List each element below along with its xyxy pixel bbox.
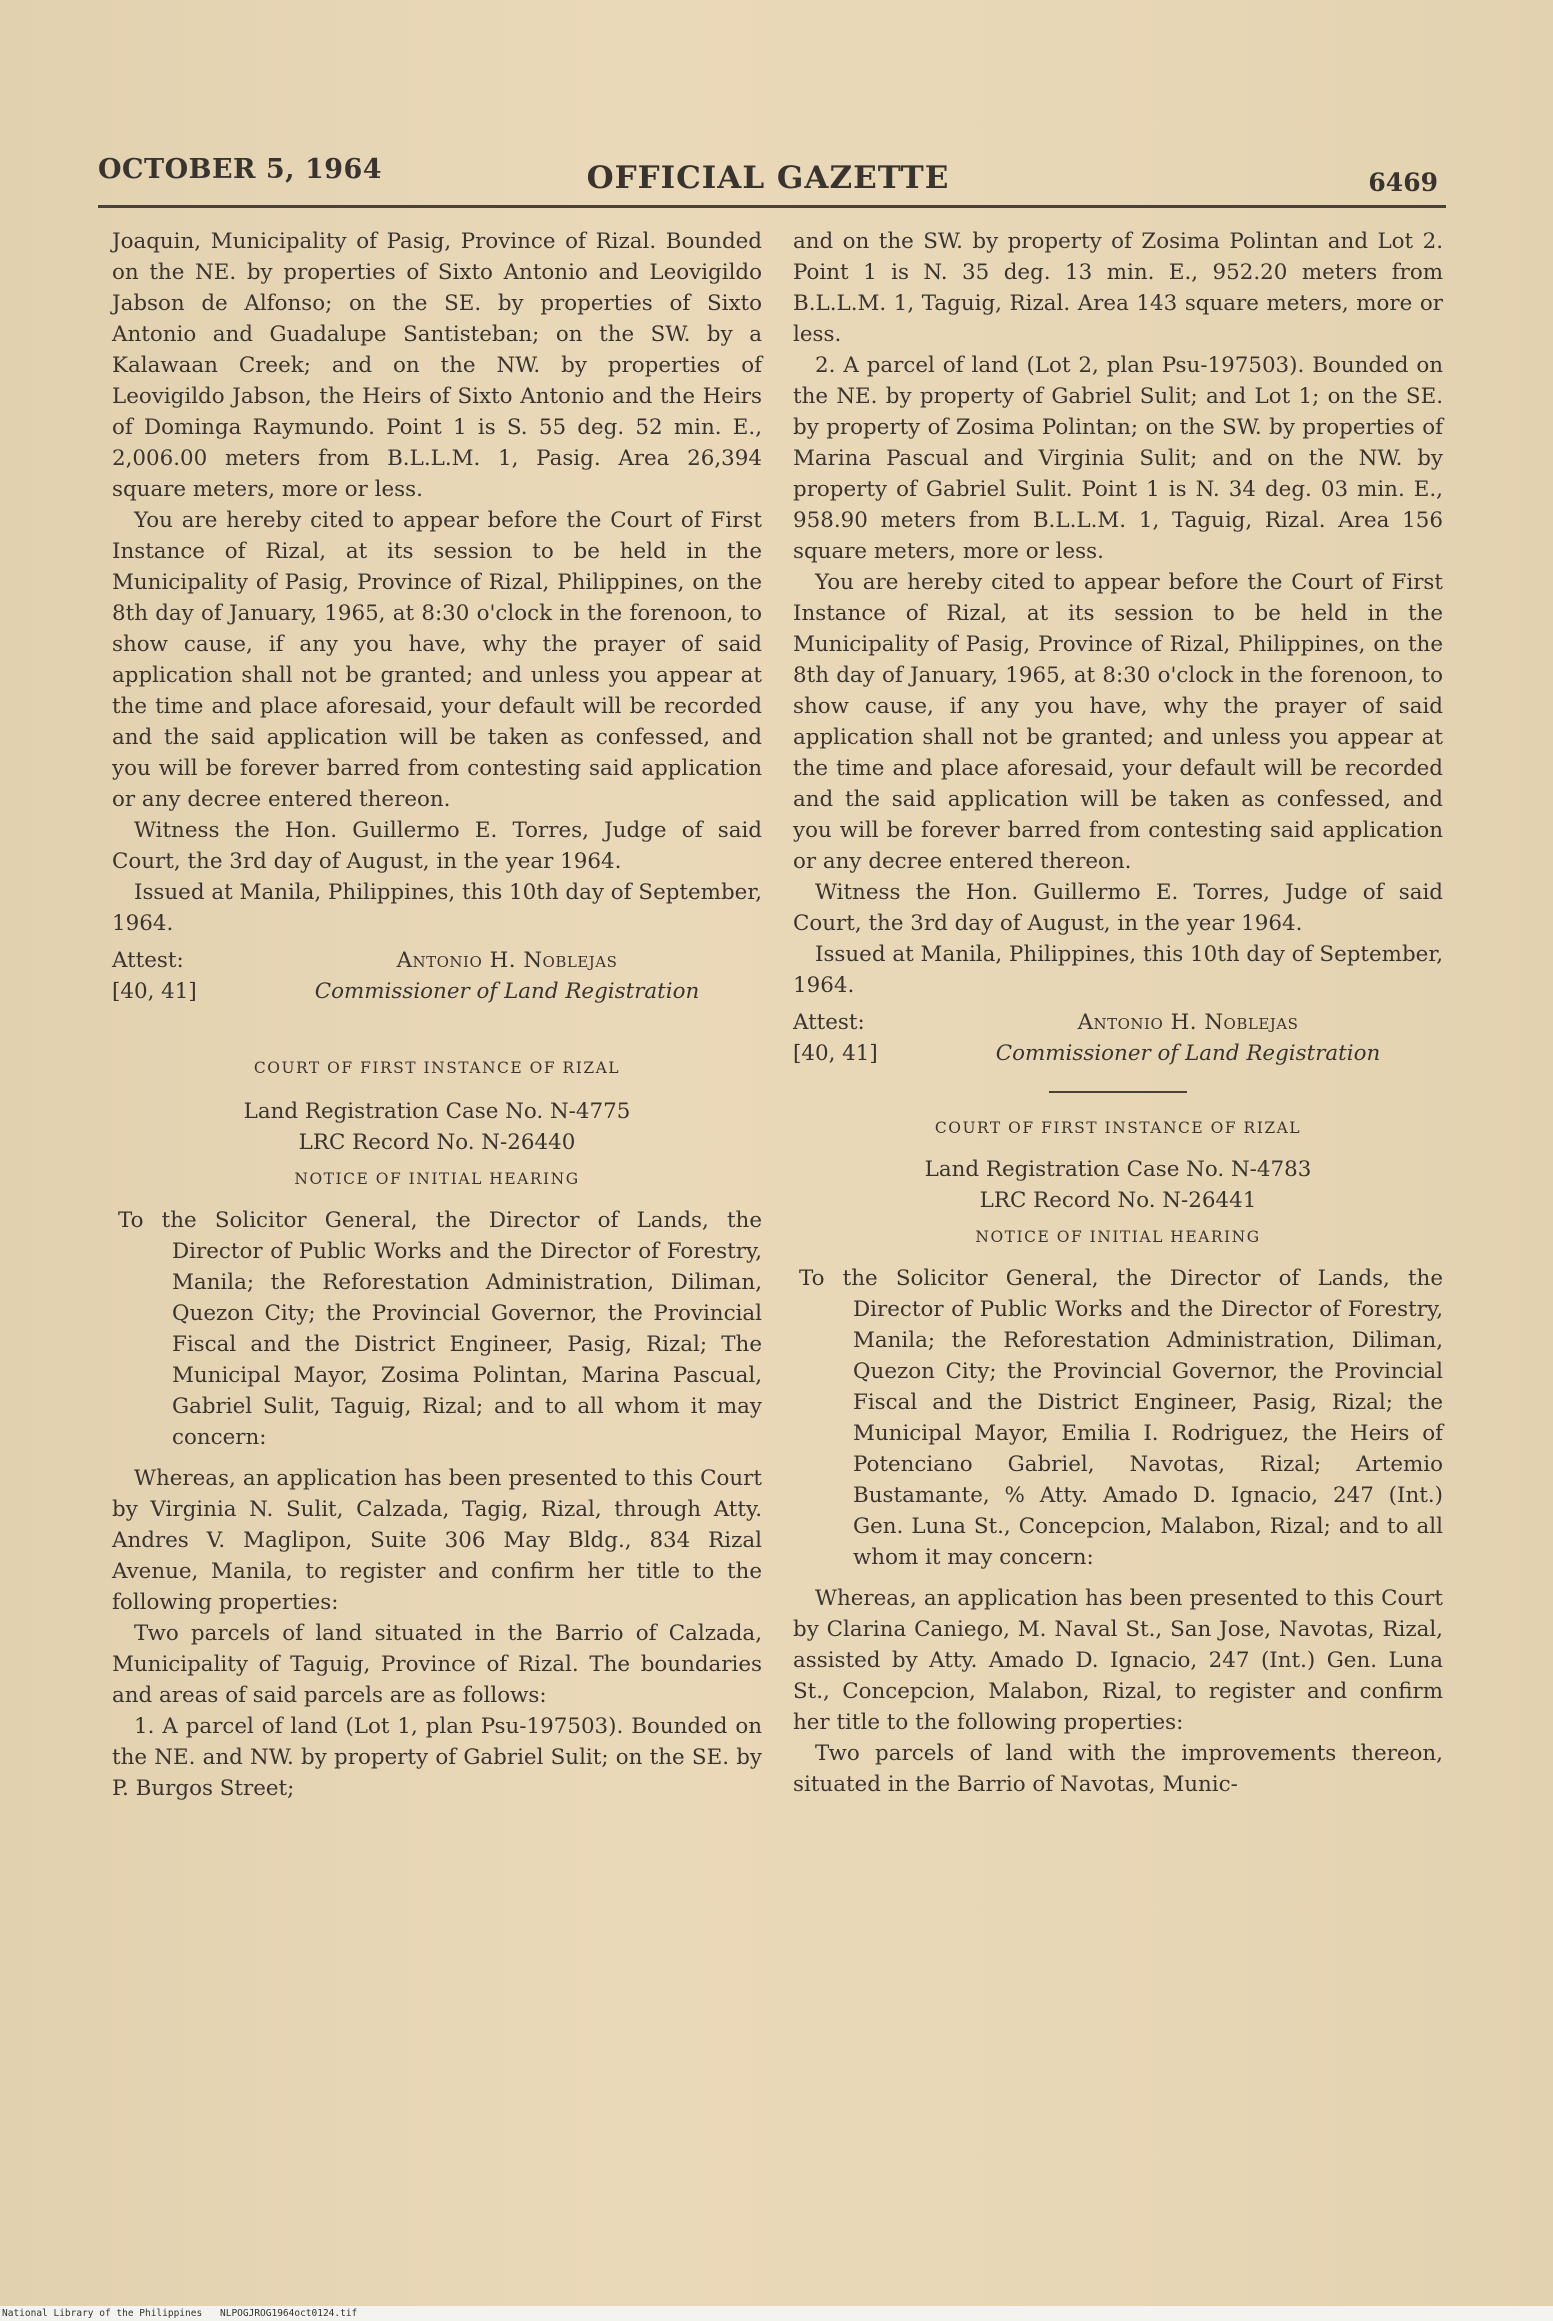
- record-number: LRC Record No. N-26440: [298, 1130, 576, 1155]
- paragraph: Whereas, an application has been presented to this Court by Virginia N. Sulit, Calzada, Tagig, Rizal, through Atty. Andres V. Maglipon, Suite 306 May Bldg., 834 Rizal Avenue, Manila, to register and confirm her title to the following properties:: [112, 1466, 762, 1615]
- library-credit: National Library of the Philippines: [2, 2308, 203, 2319]
- reference-number: [40, 41]: [112, 979, 197, 1004]
- attest-name: Antonio H. Noblejas: [1077, 1010, 1299, 1035]
- scan-footer: [0, 2306, 1553, 2321]
- paragraph: Whereas, an application has been presented to this Court by Clarina Caniego, M. Naval St., San Jose, Navotas, Rizal, assisted by Atty. Amado D. Ignacio, 247 (Int.) Gen. Luna St., Concepcion, Malabon, Rizal, to register and confirm her title to the following properties:: [793, 1586, 1443, 1735]
- paragraph: Witness the Hon. Guillermo E. Torres, Judge of said Court, the 3rd day of August, in the year 1964.: [793, 880, 1443, 936]
- reference-number: [40, 41]: [793, 1041, 878, 1066]
- paragraph: Witness the Hon. Guillermo E. Torres, Judge of said Court, the 3rd day of August, in the year 1964.: [112, 818, 762, 874]
- paragraph: You are hereby cited to appear before the Court of First Instance of Rizal, at its session to be held in the Municipality of Pasig, Province of Rizal, Philippines, on the 8th day of January, 1965, at 8:30 o'clock in the forenoon, to show cause, if any you have, why the prayer of said application shall not be granted; and unless you appear at the time and place aforesaid, your default will be recorded and the said application will be taken as confessed, and you will be forever barred from contesting said application or any decree entered thereon.: [112, 508, 762, 812]
- attest-line: [793, 1007, 1443, 1038]
- notice-caption: NOTICE OF INITIAL HEARING: [294, 1170, 580, 1188]
- addressee-block: To the Solicitor General, the Director of Lands, the Director of Public Works and the Director of Forestry, Manila; the Reforestation Administration, Diliman, Quezon City; the Provincial Governor, the Provincial Fiscal and the District Engineer, Pasig, Rizal; the Municipal Mayor, Emilia I. Rodriguez, the Heirs of Potenciano Gabriel, Navotas, Rizal; Artemio Bustamante, % Atty. Amado D. Ignacio, 247 (Int.) Gen. Luna St., Concepcion, Malabon, Rizal; and to all whom it may concern:: [799, 1266, 1443, 1570]
- attest-label: Attest:: [793, 1010, 865, 1035]
- attest-title-line: [793, 1038, 1443, 1069]
- attest-label: Attest:: [112, 948, 184, 973]
- scan-filename: NLPOGJROG1964oct0124.tif: [220, 2308, 358, 2319]
- attest-line: [112, 945, 762, 976]
- case-number: Land Registration Case No. N-4775: [243, 1099, 631, 1124]
- paragraph: 2. A parcel of land (Lot 2, plan Psu-197503). Bounded on the NE. by property of Gabriel Sulit; and Lot 1; on the SE. by property of Zosima Polintan; on the SW. by properties of Marina Pascual and Virginia Sulit; and on the NW. by property of Gabriel Sulit. Point 1 is N. 34 deg. 03 min. E., 958.90 meters from B.L.L.M. 1, Taguig, Rizal. Area 156 square meters, more or less.: [793, 353, 1443, 564]
- section-divider: [1049, 1091, 1187, 1093]
- header-title: OFFICIAL GAZETTE: [586, 160, 950, 196]
- left-column: [112, 226, 762, 1804]
- court-caption: COURT OF FIRST INSTANCE OF RIZAL: [934, 1119, 1302, 1137]
- attest-title: Commissioner of Land Registration: [995, 1041, 1381, 1066]
- court-caption: COURT OF FIRST INSTANCE OF RIZAL: [253, 1059, 621, 1077]
- record-number: LRC Record No. N-26441: [979, 1188, 1257, 1213]
- attest-title-line: [112, 976, 762, 1007]
- paragraph: Issued at Manila, Philippines, this 10th day of September, 1964.: [793, 942, 1443, 998]
- page-number: 6469: [1368, 168, 1438, 197]
- attest-title: Commissioner of Land Registration: [314, 979, 700, 1004]
- page-header: [98, 150, 1438, 200]
- header-date: OCTOBER 5, 1964: [98, 154, 383, 185]
- paragraph: 1. A parcel of land (Lot 1, plan Psu-197503). Bounded on the NE. and NW. by property of Gabriel Sulit; on the SE. by P. Burgos Street;: [112, 1714, 762, 1801]
- paragraph: Two parcels of land situated in the Barrio of Calzada, Municipality of Taguig, Province of Rizal. The boundaries and areas of said parcels are as follows:: [112, 1621, 762, 1708]
- paragraph: Two parcels of land with the improvements thereon, situated in the Barrio of Navotas, Munic-: [793, 1741, 1443, 1797]
- paragraph: and on the SW. by property of Zosima Polintan and Lot 2. Point 1 is N. 35 deg. 13 min. E., 952.20 meters from B.L.L.M. 1, Taguig, Rizal. Area 143 square meters, more or less.: [793, 229, 1443, 347]
- paragraph: Issued at Manila, Philippines, this 10th day of September, 1964.: [112, 880, 762, 936]
- attest-name: Antonio H. Noblejas: [396, 948, 618, 973]
- addressee-block: To the Solicitor General, the Director of Lands, the Director of Public Works and the Director of Forestry, Manila; the Reforestation Administration, Diliman, Quezon City; the Provincial Governor, the Provincial Fiscal and the District Engineer, Pasig, Rizal; The Municipal Mayor, Zosima Polintan, Marina Pascual, Gabriel Sulit, Taguig, Rizal; and to all whom it may concern:: [118, 1208, 762, 1450]
- notice-caption: NOTICE OF INITIAL HEARING: [975, 1228, 1261, 1246]
- header-rule: [98, 205, 1446, 208]
- case-number: Land Registration Case No. N-4783: [924, 1157, 1312, 1182]
- right-column: [793, 226, 1443, 1800]
- paragraph: You are hereby cited to appear before the Court of First Instance of Rizal, at its session to be held in the Municipality of Pasig, Province of Rizal, Philippines, on the 8th day of January, 1965, at 8:30 o'clock in the forenoon, to show cause, if any you have, why the prayer of said application shall not be granted; and unless you appear at the time and place aforesaid, your default will be recorded and the said application will be taken as confessed, and you will be forever barred from contesting said application or any decree entered thereon.: [793, 570, 1443, 874]
- paragraph: Joaquin, Municipality of Pasig, Province of Rizal. Bounded on the NE. by properties of Sixto Antonio and Leovigildo Jabson de Alfonso; on the SE. by properties of Sixto Antonio and Guadalupe Santisteban; on the SW. by a Kalawaan Creek; and on the NW. by properties of Leovigildo Jabson, the Heirs of Sixto Antonio and the Heirs of Dominga Raymundo. Point 1 is S. 55 deg. 52 min. E., 2,006.00 meters from B.L.L.M. 1, Pasig. Area 26,394 square meters, more or less.: [112, 229, 762, 502]
